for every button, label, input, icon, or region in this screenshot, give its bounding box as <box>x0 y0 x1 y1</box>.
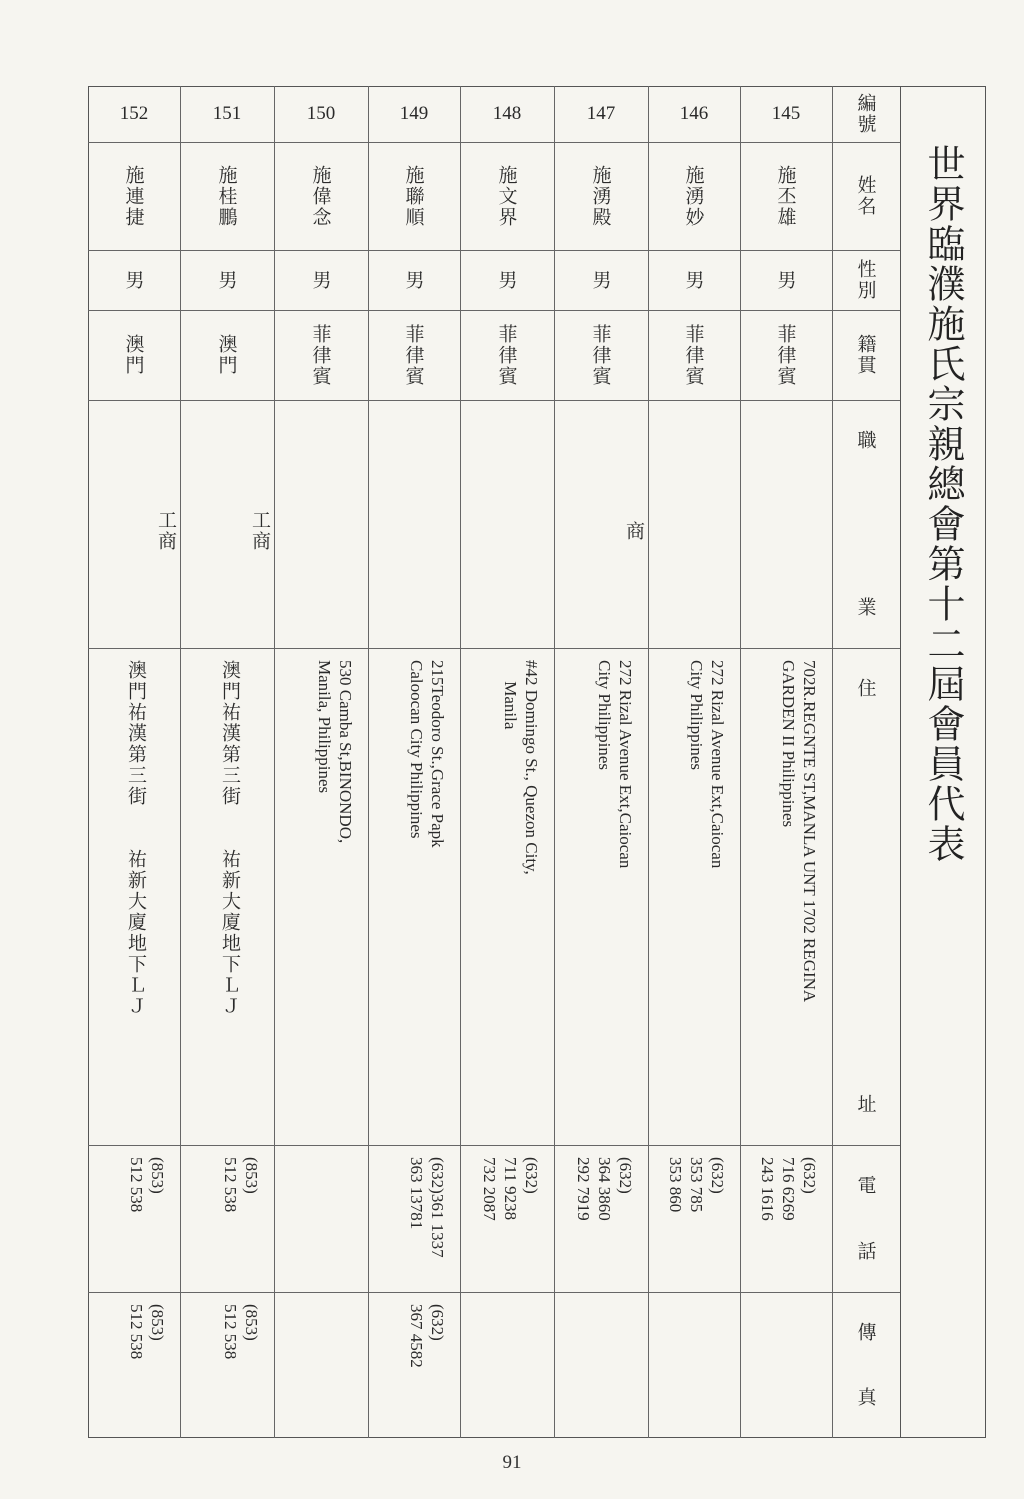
cell-origin: 菲律賓 <box>774 323 797 387</box>
header-phone <box>832 1145 900 1292</box>
header-label-origin: 籍貫 <box>854 334 877 376</box>
cell-number: 149 <box>399 103 429 124</box>
header-address <box>832 648 900 1145</box>
cell-occupation <box>648 400 740 648</box>
cell-phone: (853) 512 538 <box>221 1157 261 1213</box>
cell-phone: (632) 353 785 353 860 <box>666 1157 727 1213</box>
cell-occupation <box>740 400 832 648</box>
cell-number: 148 <box>492 103 522 124</box>
cell-gender: 男 <box>122 269 145 291</box>
cell-phone: (632)361 1337 363 13781 <box>407 1157 447 1258</box>
header-label-occupation_1: 職 <box>854 430 877 451</box>
cell-origin: 澳門 <box>122 334 145 376</box>
cell-fax: (632) 367 4582 <box>407 1304 447 1368</box>
page-title: 世界臨濮施氏宗親總會第十二屆會員代表 <box>921 144 965 864</box>
cell-number: 152 <box>119 103 149 124</box>
cell-gender: 男 <box>682 269 705 291</box>
title-column <box>900 86 986 1438</box>
cell-occupation: 商 <box>623 520 645 542</box>
header-number <box>832 86 900 142</box>
cell-phone: (632) 364 3860 292 7919 <box>574 1157 635 1221</box>
cell-name: 施湧妙 <box>682 164 705 228</box>
cell-origin: 菲律賓 <box>682 323 705 387</box>
cell-phone <box>274 1145 368 1292</box>
cell-gender: 男 <box>309 269 332 291</box>
header-label-occupation_2: 業 <box>854 597 877 618</box>
cell-fax <box>460 1292 554 1438</box>
cell-origin: 澳門 <box>215 334 238 376</box>
header-fax <box>832 1292 900 1438</box>
cell-number: 147 <box>586 103 616 124</box>
cell-fax: (853) 512 538 <box>127 1304 167 1360</box>
header-label-address_2: 址 <box>854 1094 877 1115</box>
cell-address: 澳門祐漢第三街 祐新大廈地下ＬＪ <box>125 660 147 1017</box>
header-gender <box>832 250 900 310</box>
cell-name: 施丕雄 <box>774 164 797 228</box>
cell-phone: (853) 512 538 <box>127 1157 167 1213</box>
cell-address: 702R.REGNTE ST,MANLA UNT 1702 REGINA GARDEN II Philippines <box>779 660 819 1003</box>
cell-fax <box>648 1292 740 1438</box>
cell-occupation: 工商 <box>155 510 177 552</box>
header-label-number: 編號 <box>854 93 877 135</box>
cell-number: 150 <box>306 103 336 124</box>
cell-phone: (632) 711 9238 732 2087 <box>480 1157 541 1221</box>
cell-address: 272 Rizal Avenue Ext,Caiocan City Philippines <box>595 660 635 869</box>
cell-origin: 菲律賓 <box>495 323 518 387</box>
cell-name: 施湧殿 <box>589 164 612 228</box>
header-label-phone_2: 話 <box>854 1241 877 1262</box>
header-label-gender: 性別 <box>854 259 877 301</box>
cell-origin: 菲律賓 <box>402 323 425 387</box>
cell-name: 施連捷 <box>122 164 145 228</box>
header-origin <box>832 310 900 400</box>
cell-fax <box>740 1292 832 1438</box>
cell-occupation <box>460 400 554 648</box>
cell-number: 146 <box>679 103 709 124</box>
cell-address: 530 Camba St,BINONDO, Manila, Philippines <box>315 660 355 844</box>
cell-address: #42 Domingo St., Quezon City, Manila <box>501 660 541 875</box>
cell-name: 施偉念 <box>309 164 332 228</box>
cell-phone: (632) 716 6269 243 1616 <box>758 1157 819 1221</box>
cell-address: 272 Rizal Avenue Ext,Caiocan City Philippines <box>687 660 727 869</box>
cell-gender: 男 <box>215 269 238 291</box>
header-label-fax_2: 真 <box>854 1387 877 1408</box>
header-name <box>832 142 900 250</box>
header-label-fax_1: 傳 <box>854 1322 877 1343</box>
cell-address: 215Teodoro St.,Grace Papk Caloocan City Philippines <box>407 660 447 848</box>
cell-origin: 菲律賓 <box>309 323 332 387</box>
cell-number: 151 <box>212 103 242 124</box>
cell-occupation: 工商 <box>249 510 271 552</box>
cell-gender: 男 <box>495 269 518 291</box>
cell-gender: 男 <box>774 269 797 291</box>
cell-fax <box>274 1292 368 1438</box>
cell-fax: (853) 512 538 <box>221 1304 261 1360</box>
header-label-name: 姓名 <box>854 175 877 217</box>
page-number: 91 <box>502 1452 522 1473</box>
cell-name: 施文界 <box>495 164 518 228</box>
cell-fax <box>554 1292 648 1438</box>
cell-gender: 男 <box>402 269 425 291</box>
cell-name: 施聯順 <box>402 164 425 228</box>
cell-name: 施桂鵬 <box>215 164 238 228</box>
cell-occupation <box>368 400 460 648</box>
header-label-phone_1: 電 <box>854 1175 877 1196</box>
cell-occupation <box>274 400 368 648</box>
cell-number: 145 <box>771 103 801 124</box>
header-label-address_1: 住 <box>854 678 877 699</box>
header-occupation <box>832 400 900 648</box>
cell-origin: 菲律賓 <box>589 323 612 387</box>
cell-gender: 男 <box>589 269 612 291</box>
cell-address: 澳門祐漢第三街 祐新大廈地下ＬＪ <box>219 660 241 1017</box>
